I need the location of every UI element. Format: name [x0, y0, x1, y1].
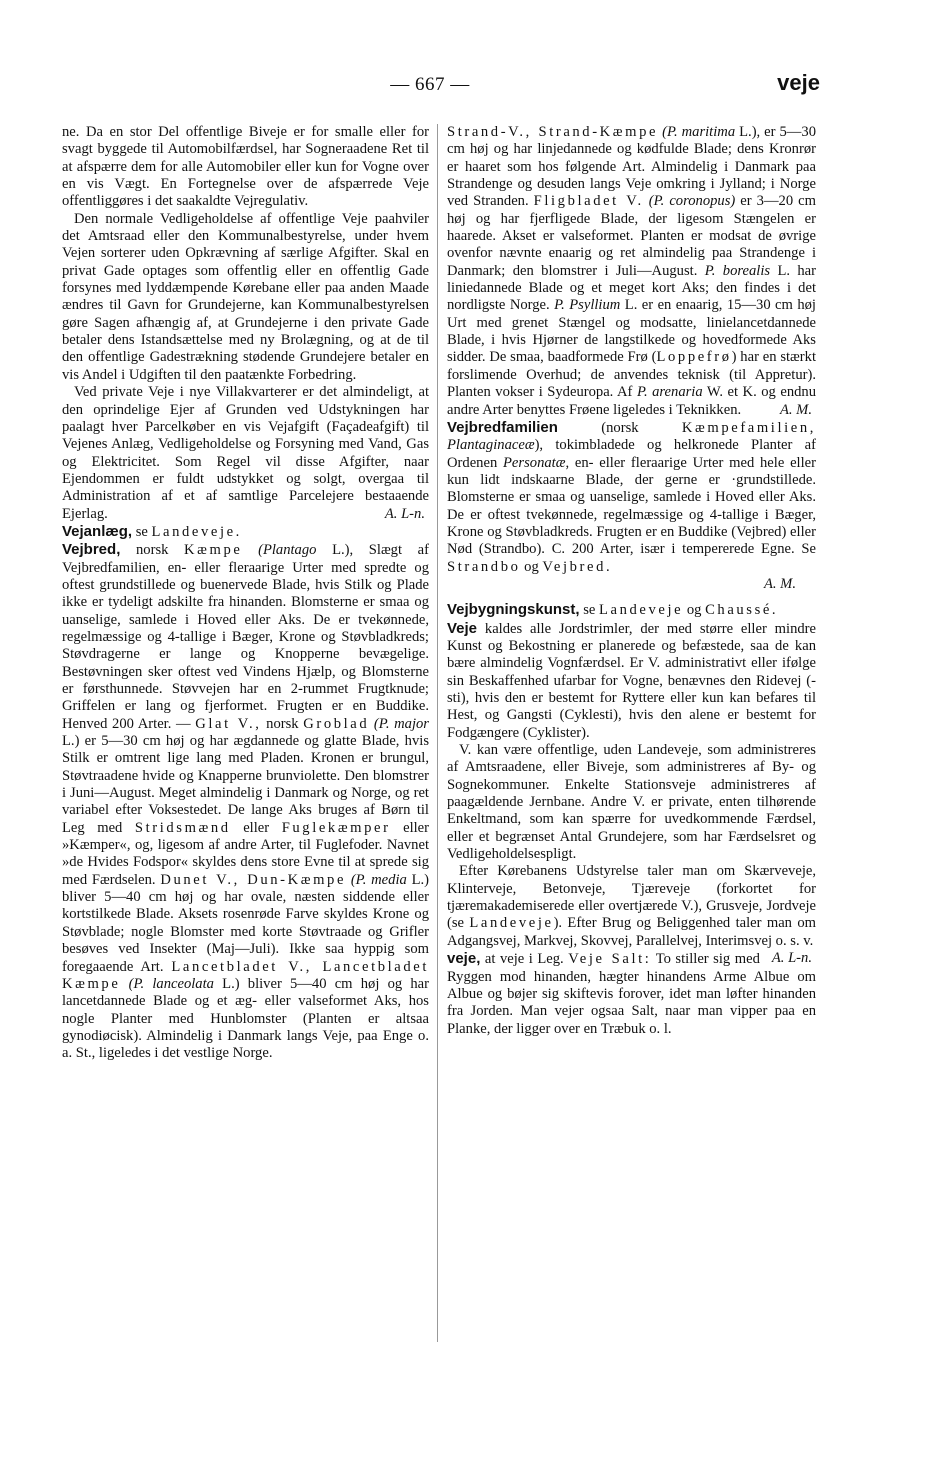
entry-text: ), tokimbladede og helkronede Planter af Ordenen: [447, 437, 816, 471]
entry-text: eller »Kæmper«, og, ligesom af andre Arter, til Fuglefoder. Navnet »de Hvides Fodspor« skyldes dens store Evne til at sprede sig med Færdselen.: [62, 819, 430, 888]
spaced-term: Kæmpe: [184, 542, 243, 559]
cross-reference: Strandbo: [447, 558, 521, 575]
latin-name: (P. major: [373, 715, 429, 732]
cross-reference: Vejbred.: [542, 558, 613, 575]
cross-reference: Landeveje: [599, 602, 684, 619]
latin-name: P. Psyllium: [554, 297, 621, 314]
paragraph: V. kan være offentlige, uden Landeveje, som administreres af Amtsraadene, eller Biveje, som administreres af By- og Sognekommuner. Enkelte Stationsveje administreres af paagældende Jernbane. Andre V. er private, enten tilhørende Enkeltmand, som kan spærre for uvedkommende Færdsel, eller et begrænset Antal Grundejere, som har Færdselsret og Vedligeholdelsespligt.: [447, 742, 816, 863]
entry-vejbred-continued: [447, 124, 816, 419]
headword: Vejbygningskunst,: [447, 601, 580, 619]
spaced-term: Strand-V., Strand-Kæmpe: [447, 124, 659, 140]
paragraph: [62, 384, 429, 523]
entry-text: , en- eller fleraarige Urter med hele eller kun lidt indskaarne Blade, der gerne er ·grundstillede. Blomsterne er smaa og uanselige, samlede i Hoved eller Aks. De er oftest tvekønnede, regelmæssige og 4-tallige i Bæger, Krone og Støvbladkreds. Frugten er en Buddike (Vejbred) eller Nød (Strandbo). C. 200 Arter, især i tempererede Egne. Se: [447, 454, 816, 558]
entry-text: norsk: [135, 542, 169, 559]
spaced-term: Stridsmænd: [134, 819, 231, 836]
entry-text: se: [135, 523, 148, 540]
entry-text: og: [686, 602, 702, 619]
entry-text: (norsk: [601, 419, 639, 436]
cross-reference: Landeveje: [469, 915, 554, 932]
spaced-term: Glat V.,: [195, 715, 262, 732]
entry-text: at veje i Leg.: [484, 951, 564, 968]
author-signature: A. M.: [763, 575, 796, 592]
latin-name: (P. media: [350, 871, 407, 888]
latin-name: P. borealis: [704, 262, 771, 279]
spaced-term: Lancetbladet V., Lancetbladet Kæmpe: [62, 958, 429, 992]
column-divider: [437, 124, 438, 1342]
paragraph: Den normale Vedligeholdelse af offentlige Veje paahviler det Amtsraad eller den Kommunalbestyrelse, under hvem Vejen sorterer uden Opkrævning af særlige Afgifter. Skal en privat Gade optages som offentlig eller en offentlig Gade forsynes med lyddæmpende Kørebane eller paa anden Maade ændres til Gavn for Grundejerne, kan Kommunalbestyrelsen gøre Sagen afhængig af, at Grundejerne i den private Gade betaler dens Istandsættelse med ny Brolægning, og at de til den offentlige Gadestrækning stødende Grundejere betaler en vis Andel i Udgiften til den paatænkte Forbedring.: [62, 210, 429, 383]
right-column: [447, 124, 816, 1038]
entry-text: To stiller sig med Ryggen mod hinanden, hægter hinandens Arme Albue om Albue og bøjer sig skiftevis forover, idet man løfter hinanden fra Jorden. Man vejer ogsaa Salt, naar man vipper paa en Planke, der ligger over en Træbuk o. l.: [447, 951, 816, 1037]
entry-text: L.) bliver 5—40 cm høj og har ovale, næsten siddende eller kortstilkede Blade. Aksets rosenrøde Farve skyldes Krone og Støvblade; nogle Blomster med korte Støvtraade og Grifler besøves ved Insekter (Maj—Juli). Ikke saa hyppig som foregaaende Art.: [62, 871, 430, 975]
headword: Vejbredfamilien: [447, 418, 558, 436]
left-column: [62, 124, 429, 1063]
entry-text: L.), er 5—30 cm høj og har linjedannede og kødfulde Blade; dens Kronrør er haaret som hos følgende Art. Almindelig i Danmark paa Strandenge og desuden langs Veje omkring i Jylland; i Norge ved Stranden.: [447, 124, 816, 210]
entry-text: eller: [243, 819, 270, 836]
entry-vejanlaeg: [62, 523, 429, 541]
latin-name: (P. maritima: [662, 124, 736, 140]
author-signature: A. L-n.: [771, 950, 812, 967]
latin-name: (P. lanceolata: [128, 975, 214, 992]
entry-text: L.) er 5—30 cm høj og har ægdannede og glatte Blade, hvis Stilk er omtrent lige lang med Pladen. Kronen er brungul, Støvtraadene hvide og Knapperne brunviolette. Den blomstrer i Juni—August. Meget almindelig i Danmark og Norge, og ret variabel efter Voksestedet. De lange Aks bruges af Børn til Leg med: [62, 733, 429, 836]
spaced-term: Veje Salt:: [568, 951, 652, 968]
latin-name: P. arenaria: [636, 384, 703, 401]
entry-text: kaldes alle Jordstrimler, der med større eller mindre Kunst og Bekostning er planerede og befæstede, saa de kan bære almindelig Vognfærdsel. Er V. administrativt eller ifølge sin Beskaffenhed ufarbar for Vogne, benævnes den Ridevej (-sti), hvis den er bestemt for Ryttere eller kun kan befares til Hest, og Gangsti (Cyklesti), hvis den alene er bestemt for Fodgængere (Cyklister).: [447, 620, 816, 741]
entry-vejbredfamilien: [447, 419, 816, 576]
spaced-term: Groblad: [303, 715, 370, 732]
latin-name: Personatæ: [503, 454, 566, 471]
entry-text: norsk: [266, 715, 299, 732]
entry-vejbygningskunst: [447, 601, 816, 619]
spaced-term: Kæmpefamilien,: [681, 419, 816, 436]
entry-text: er 3—20 cm høj og har fjerfligede Blade, der ligesom Stængelen er haarede. Akset er valseformet. Planten er modsat de øvrige ovenfor nævnte enaarig og ret almindelig paa Strandenge i Danmark; den blomstrer i Juli—August.: [447, 193, 817, 279]
headword: Vejbred,: [62, 541, 121, 559]
entry-text: se: [583, 602, 596, 619]
headword: veje,: [447, 950, 481, 968]
entry-text: ) har en stærkt forslimende Overhud; de anvendes teknisk (til Appretur). Planten vokser i Sydeuropa. Af: [447, 349, 816, 401]
entry-text: og: [524, 558, 539, 575]
author-signature: A. M.: [779, 401, 812, 418]
entry-text: L. er en enaarig, 15—30 cm høj Urt med grenet Stængel og modsatte, linielancetdannede Blade, i hvis Hjørner de langstilkede og hovedformede Aks sidder. De smaa, baadformede Frø (: [447, 297, 816, 366]
spaced-term: Loppefrø: [656, 349, 732, 366]
paragraph-text: Ved private Veje i nye Villakvarterer er det almindeligt, at den oprindelige Ejer af Grunden ved Udstykningen har paalagt hver Parcelkøber en vis Vejafgift (Façadeafgift) til Vejenes Anlæg, Vedligeholdelse og Forsyning med Vand, Gas og Elektricitet. Som Regel vil disse Afgifter, naar Ejendommen er fuldt udstykket og solgt, overgaa til Administration af et af samtlige Parcelejere bestaaende Ejerlag.: [62, 384, 429, 522]
entry-text: L. har liniedannede Blade og et meget kort Aks; den findes i det nordligste Norge.: [447, 262, 817, 314]
spaced-term: Dunet V., Dun-Kæmpe: [160, 871, 347, 888]
latin-name: (Plantago: [258, 542, 317, 559]
entry-veje: [447, 620, 816, 742]
page-number: — 667 —: [390, 74, 470, 95]
latin-name: (P. coronopus): [648, 193, 736, 210]
headword: Veje: [447, 619, 478, 637]
cross-reference: Chaussé.: [705, 602, 779, 619]
author-signature: A. L-n.: [384, 505, 425, 522]
entry-text: W. et K. og endnu andre Arter benyttes Frøene ligeledes i Teknikken.: [447, 384, 817, 418]
headword: Vejanlæg,: [62, 522, 133, 540]
spaced-term: Fligbladet V.: [533, 193, 644, 210]
spaced-term: Fuglekæmper: [281, 819, 391, 836]
latin-name: Plantaginaceæ: [447, 437, 535, 454]
entry-vejbred: [62, 541, 429, 1062]
entry-text: L.), Slægt af Vejbredfamilien, en- eller fleraarige Urter med spredte og oftest grundstillede og buenervede Blade, hvis Stilk og Plade ikke er tydeligt adskilte fra hinanden. Blomsterne er smaa og uanselige, samlede i Hoved eller Aks. De er tvekønnede, regelmæssige og 4-tallige i Bæger, Krone og Støvbladkreds; Støvdragerne er lange og Knopperne bevægelige. Bestøvningen sker oftest ved Vindens Hjælp, og Blomsterne er førsthunnede. Støvvejen har en 2-rummet Frugtknude; Griffelen er lang og fjerformet. Frugten er en Buddike. Henved 200 Arter. —: [62, 542, 429, 732]
entry-text: L.) bliver 5—40 cm høj og har lancetdannede Blade og et æg- eller valseformet Aks, hos nogle Planter med Hunblomster (Planten er altsaa gynodiøcisk). Almindelig i Danmark langs Veje, paa Enge o. a. St., ligeledes i det vestlige Norge.: [62, 975, 429, 1062]
cross-reference: Landeveje.: [151, 523, 242, 540]
entry-text: Efter Kørebanens Udstyrelse taler man om Skærveveje, Klinterveje, Betonveje, Tjæreveje (forkortet for tjæremakademiserede eller overtjærede V.), Grusveje, Jordveje (se: [447, 863, 816, 932]
entry-text: ). Efter Brug og Beliggenhed taler man om Adgangsvej, Markvej, Skovvej, Parallelvej, Interimsvej o. s. v.: [447, 915, 816, 949]
paragraph: ne. Da en stor Del offentlige Biveje er for smalle eller for svagt byggede til Automobilfærdsel, har Sogneraadene Ret til at afspærre dem for alle Automobiler eller kun for Vogne over en vis Vægt. En Fortegnelse over de afspærrede Veje offentliggøres i det saakaldte Vejregulativ.: [62, 124, 429, 210]
catchword: veje: [777, 70, 820, 95]
